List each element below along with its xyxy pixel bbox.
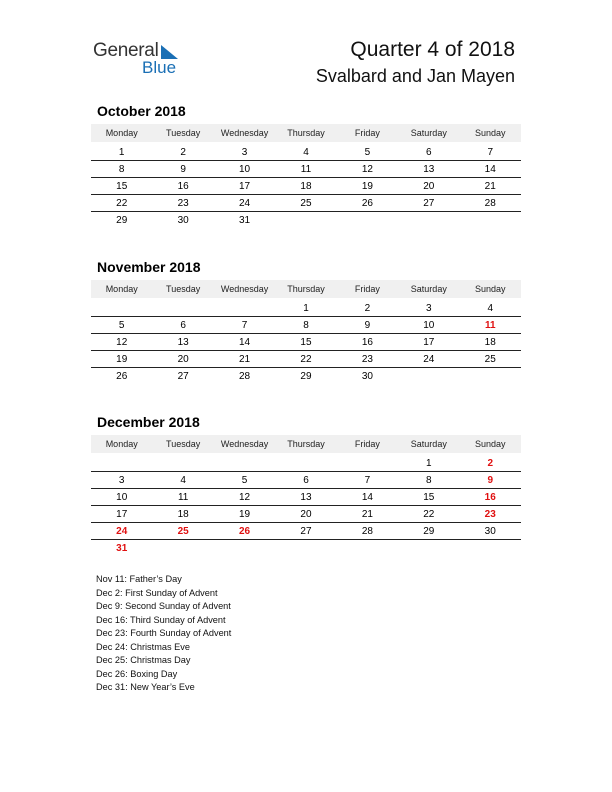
month-december <box>91 414 521 556</box>
day-cell: 2 <box>364 302 371 314</box>
weekday-label: Wednesday <box>220 128 269 138</box>
day-cell: 22 <box>300 353 312 365</box>
day-cell: 29 <box>300 370 312 382</box>
day-cell: 21 <box>484 180 496 192</box>
holiday-note: Dec 2: First Sunday of Advent <box>96 587 218 598</box>
day-cell: 22 <box>423 508 435 520</box>
day-cell: 12 <box>361 163 373 175</box>
day-cell: 27 <box>177 370 189 382</box>
logo-text-blue: Blue <box>142 58 177 77</box>
holiday-note: Nov 11: Father’s Day <box>96 574 182 584</box>
weekday-label: Tuesday <box>166 128 201 138</box>
day-cell: 17 <box>423 336 435 348</box>
day-cell: 3 <box>241 146 248 158</box>
day-cell: 28 <box>238 370 251 382</box>
week-row <box>91 178 521 195</box>
weekday-label: Saturday <box>410 284 447 294</box>
weekday-label: Friday <box>354 284 380 294</box>
day-cell: 5 <box>364 146 371 158</box>
day-cell: 9 <box>180 163 186 175</box>
week-row <box>91 455 521 472</box>
day-cell: 19 <box>361 180 373 192</box>
week-row <box>91 489 521 506</box>
week-row <box>91 334 521 351</box>
day-cell: 14 <box>238 336 251 348</box>
day-cell: 25 <box>484 353 496 365</box>
holiday-note: Dec 23: Fourth Sunday of Advent <box>96 628 232 638</box>
day-cell: 18 <box>484 336 496 348</box>
holiday-note: Dec 31: New Year’s Eve <box>96 682 195 692</box>
month-title: November 2018 <box>97 259 201 275</box>
weekday-label: Sunday <box>474 284 506 294</box>
day-cell: 23 <box>361 353 373 365</box>
weekday-header <box>91 280 521 298</box>
day-cell: 16 <box>361 336 373 348</box>
weekday-header <box>91 124 521 142</box>
weekday-header <box>91 435 521 453</box>
day-cell: 6 <box>426 146 432 158</box>
day-cell: 6 <box>180 319 186 331</box>
week-row <box>91 195 521 212</box>
generalblue-logo <box>93 40 193 80</box>
week-row <box>91 212 521 228</box>
week-row <box>91 506 521 523</box>
day-cell: 30 <box>177 214 189 226</box>
day-cell: 21 <box>238 353 251 365</box>
day-cell: 27 <box>300 525 312 537</box>
day-cell: 13 <box>177 336 189 348</box>
day-cell: 24 <box>116 525 128 537</box>
day-cell: 24 <box>238 197 251 209</box>
weekday-label: Sunday <box>474 128 506 138</box>
day-cell: 7 <box>241 319 248 331</box>
week-row <box>91 523 521 540</box>
month-title: October 2018 <box>97 103 186 119</box>
day-cell: 9 <box>487 474 494 486</box>
day-cell: 10 <box>238 163 251 175</box>
day-cell: 3 <box>426 302 432 314</box>
holiday-note: Dec 25: Christmas Day <box>96 655 191 665</box>
day-cell: 19 <box>116 353 128 365</box>
day-cell: 19 <box>238 508 251 520</box>
weekday-label: Monday <box>105 128 138 138</box>
week-row <box>91 144 521 161</box>
day-cell: 20 <box>423 180 435 192</box>
day-cell: 30 <box>361 370 373 382</box>
day-cell: 30 <box>484 525 496 537</box>
day-cell: 26 <box>361 197 373 209</box>
day-cell: 4 <box>303 146 309 158</box>
month-november <box>91 259 521 384</box>
week-row <box>91 317 521 334</box>
day-cell: 16 <box>484 491 496 503</box>
day-cell: 26 <box>238 525 251 537</box>
weekday-label: Tuesday <box>166 284 201 294</box>
day-cell: 28 <box>484 197 496 209</box>
day-cell: 8 <box>303 319 309 331</box>
weekday-label: Wednesday <box>220 284 269 294</box>
day-cell: 18 <box>177 508 189 520</box>
day-cell: 5 <box>118 319 125 331</box>
day-cell: 29 <box>116 214 128 226</box>
day-cell: 3 <box>118 474 125 486</box>
day-cell: 23 <box>177 197 189 209</box>
weekday-label: Monday <box>105 284 138 294</box>
holiday-note: Dec 16: Third Sunday of Advent <box>96 614 226 625</box>
day-cell: 22 <box>116 197 128 209</box>
day-cell: 29 <box>423 525 435 537</box>
day-cell: 31 <box>238 214 251 226</box>
day-cell: 13 <box>300 491 312 503</box>
week-row <box>91 161 521 178</box>
week-row <box>91 300 521 317</box>
page-title: Quarter 4 of 2018 <box>350 38 515 61</box>
day-cell: 2 <box>487 457 494 469</box>
day-cell: 11 <box>300 163 312 175</box>
day-cell: 16 <box>177 180 189 192</box>
day-cell: 14 <box>361 491 373 503</box>
day-cell: 15 <box>300 336 312 348</box>
week-row <box>91 351 521 368</box>
weekday-label: Wednesday <box>220 439 269 449</box>
weekday-label: Saturday <box>410 439 447 449</box>
weekday-label: Monday <box>105 439 138 449</box>
logo-text-general: General <box>93 40 159 61</box>
day-cell: 26 <box>116 370 128 382</box>
day-cell: 17 <box>238 180 251 192</box>
holiday-note: Dec 26: Boxing Day <box>96 668 178 679</box>
day-cell: 1 <box>303 302 309 314</box>
day-cell: 24 <box>423 353 435 365</box>
weekday-label: Thursday <box>287 439 325 449</box>
weekday-label: Saturday <box>410 128 447 138</box>
day-cell: 8 <box>118 163 125 175</box>
day-cell: 11 <box>177 491 189 503</box>
day-cell: 2 <box>180 146 186 158</box>
holiday-note: Dec 9: Second Sunday of Advent <box>96 601 231 611</box>
day-cell: 25 <box>177 525 189 537</box>
day-cell: 20 <box>177 353 189 365</box>
day-cell: 31 <box>116 542 128 554</box>
weekday-label: Thursday <box>287 128 325 138</box>
weekday-label: Thursday <box>287 284 325 294</box>
holiday-note: Dec 24: Christmas Eve <box>96 641 190 652</box>
weekday-label: Tuesday <box>166 439 201 449</box>
day-cell: 15 <box>423 491 435 503</box>
day-cell: 11 <box>484 319 496 331</box>
day-cell: 1 <box>426 457 432 469</box>
day-cell: 25 <box>300 197 312 209</box>
day-cell: 5 <box>241 474 248 486</box>
week-row <box>91 368 521 384</box>
day-cell: 8 <box>426 474 432 486</box>
day-cell: 12 <box>116 336 128 348</box>
week-row <box>91 540 521 556</box>
day-cell: 9 <box>364 319 371 331</box>
day-cell: 18 <box>300 180 312 192</box>
day-cell: 6 <box>303 474 309 486</box>
day-cell: 10 <box>116 491 128 503</box>
day-cell: 21 <box>361 508 373 520</box>
day-cell: 10 <box>423 319 435 331</box>
day-cell: 4 <box>487 302 494 314</box>
week-row <box>91 472 521 489</box>
day-cell: 13 <box>423 163 435 175</box>
day-cell: 12 <box>238 491 251 503</box>
weekday-label: Friday <box>354 128 380 138</box>
page-subtitle: Svalbard and Jan Mayen <box>315 66 515 86</box>
day-cell: 4 <box>180 474 186 486</box>
day-cell: 17 <box>116 508 128 520</box>
month-title: December 2018 <box>97 414 200 430</box>
holiday-notes <box>96 573 231 695</box>
day-cell: 15 <box>116 180 128 192</box>
day-cell: 1 <box>118 146 125 158</box>
day-cell: 7 <box>487 146 494 158</box>
day-cell: 28 <box>361 525 373 537</box>
day-cell: 20 <box>300 508 312 520</box>
weekday-label: Sunday <box>474 439 506 449</box>
weekday-label: Friday <box>354 439 380 449</box>
day-cell: 7 <box>364 474 371 486</box>
day-cell: 14 <box>484 163 496 175</box>
day-cell: 27 <box>423 197 435 209</box>
day-cell: 23 <box>484 508 496 520</box>
month-october <box>91 103 521 228</box>
